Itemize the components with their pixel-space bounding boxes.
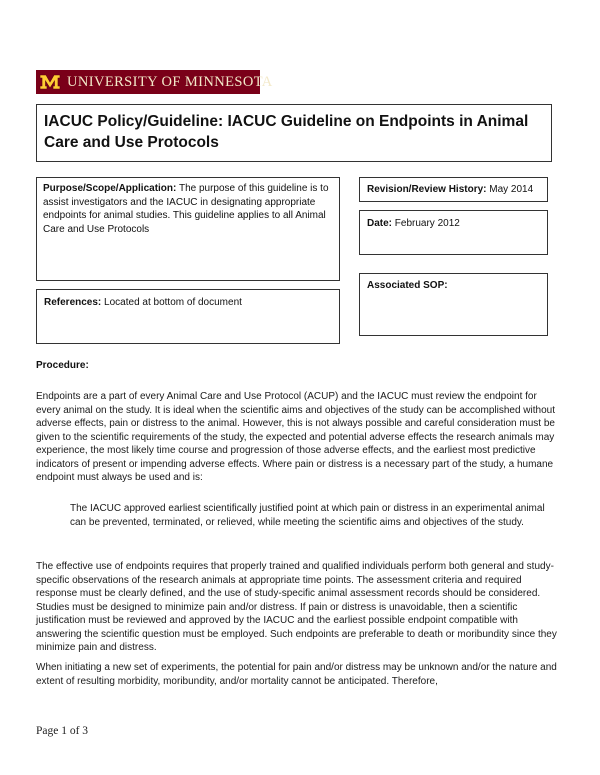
revision-value: May 2014 xyxy=(489,184,534,195)
purpose-text: The purpose of this guideline is to assist investigators and the IACUC in designating appropriate endpoints for animal studies. This guideline applies to all Animal Care and Use Protocols xyxy=(43,183,329,235)
humane-endpoint-definition: The IACUC approved earliest scientifically justified point at which pain or distress in an experimental animal can be prevented, terminated, or relieved, while meeting the scientific aims and objectives of the study. xyxy=(70,503,545,528)
sop-label: Associated SOP: xyxy=(367,280,448,291)
block-m-logo-icon xyxy=(39,73,61,91)
revision-history-box xyxy=(359,177,548,202)
date-value: February 2012 xyxy=(394,218,460,229)
procedure-paragraph-3: When initiating a new set of experiments, the potential for pain and/or distress may be unknown and/or the nature and extent of resulting morbidity, moribundity, and/or mortality cannot be anticipated. Therefore, xyxy=(36,662,557,687)
references-label: References: xyxy=(44,297,102,308)
associated-sop-box xyxy=(359,273,548,336)
references-text: Located at bottom of document xyxy=(104,297,242,308)
document-title: IACUC Policy/Guideline: IACUC Guideline on Endpoints in Animal Care and Use Protocols xyxy=(44,113,529,151)
references-box xyxy=(36,289,340,344)
title-box xyxy=(36,104,552,162)
purpose-box xyxy=(36,177,340,281)
procedure-paragraph-1: Endpoints are a part of every Animal Care and Use Protocol (ACUP) and the IACUC must review the endpoint for every animal on the study. It is ideal when the scientific aims and objectives of the study can be accomplished without adverse effects, pain or distress to the animal. However, this is not always possible and careful consideration must be given to the scientific requirements of the study, the expected and potential adverse effects the research animals may experience, the most likely time course and progression of those adverse effects, and the earliest most predictive indicators of present or impending adverse effects. Where pain or distress is a necessary part of the study, a humane endpoint must always be used and is: xyxy=(36,391,555,483)
university-header-bar xyxy=(36,70,273,94)
purpose-label: Purpose/Scope/Application: xyxy=(43,183,177,194)
procedure-paragraph-2: The effective use of endpoints requires that properly trained and qualified individuals perform both general and study-specific observations of the research animals at appropriate time points. The assessment criteria and required response must be clearly defined, and the use of study-specific animal assessment records should be considered. Studies must be designed to minimize pain and/or distress. If pain or distress is unavoidable, then a scientific justification must be reviewed and approved by the IACUC and the earliest possible endpoint compatible with answering the scientific question must be employed. Such endpoints are preferable to death or moribundity since they minimize pain and distress. xyxy=(36,561,557,653)
revision-label: Revision/Review History: xyxy=(367,184,487,195)
university-name: UNIVERSITY OF MINNESOTA xyxy=(67,73,273,90)
procedure-heading: Procedure: xyxy=(36,360,89,371)
date-box xyxy=(359,210,548,255)
page-number: Page 1 of 3 xyxy=(36,725,89,737)
date-label: Date: xyxy=(367,218,393,229)
